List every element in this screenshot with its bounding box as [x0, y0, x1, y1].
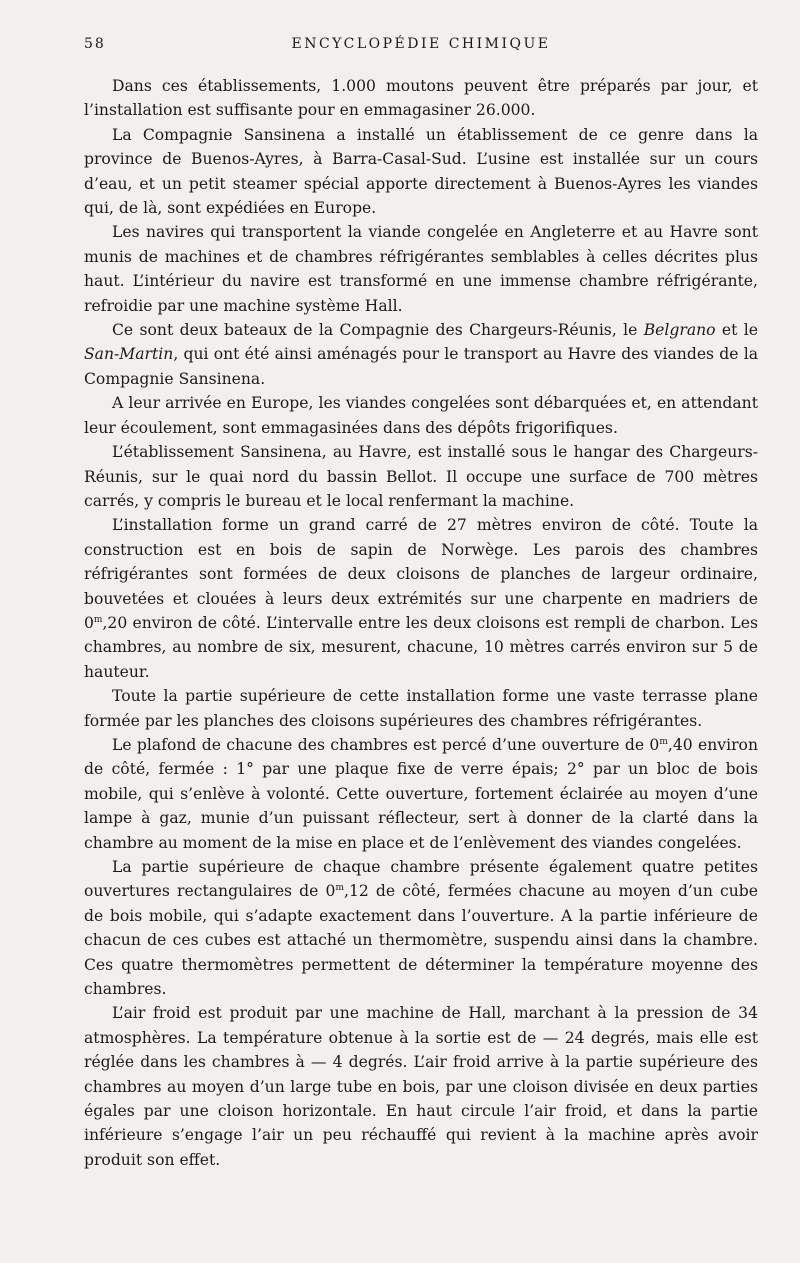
- paragraph-8: Toute la partie supérieure de cette installation forme une vaste terrasse plane formée par les planches des cloisons supérieures des chambres réfrigérantes.: [84, 687, 758, 730]
- ship-name-san-martin: San-Martin: [84, 345, 174, 364]
- ship-name-belgrano: Belgrano: [643, 321, 716, 340]
- paragraph-9-text-b: ,40 environ de côté, fermée : 1° par une plaque fixe de verre épais; 2° par un bloc de bois mobile, qui s’enlève à volonté. Cette ouverture, fortement éclairée au moyen d’une lampe à gaz, munie d’un puissant réflecteur, sert à donner de la clarté dans la chambre au moment de la mise en place et de l’enlèvement des viandes congelées.: [84, 735, 758, 852]
- unit-superscript: m: [93, 614, 103, 625]
- paragraph-1: Dans ces établissements, 1.000 moutons peuvent être préparés par jour, et l’installation est suffisante pour en emmagasiner 26.000.: [84, 77, 758, 120]
- paragraph-4-text-c: , qui ont été ainsi aménagés pour le transport au Havre des viandes de la Compagnie Sansinena.: [84, 345, 758, 388]
- paragraph-6: L’établissement Sansinena, au Havre, est installé sous le hangar des Chargeurs-Réunis, sur le quai nord du bassin Bellot. Il occupe une surface de 700 mètres carrés, y compris le bureau et le local renfermant la machine.: [84, 443, 758, 510]
- paragraph-9-text-a: Le plafond de chacune des chambres est percé d’une ouverture de 0: [112, 735, 660, 754]
- paragraph-7-text-b: ,20 environ de côté. L’intervalle entre les deux cloisons est rempli de charbon. Les chambres, au nombre de six, mesurent, chacune, 10 mètres carrés environ sur 5 de hauteur.: [84, 613, 758, 681]
- paragraph-9: [84, 733, 758, 855]
- paragraph-10-text-b: ,12 de côté, fermées chacune au moyen d’un cube de bois mobile, qui s’adapte exactement dans l’ouverture. A la partie inférieure de chacun de ces cubes est attaché un thermomètre, suspendu ainsi dans la chambre. Ces quatre thermomètres permettent de déterminer la température moyenne des chambres.: [84, 882, 758, 999]
- running-head: [84, 36, 758, 60]
- paragraph-3: Les navires qui transportent la viande congelée en Angleterre et au Havre sont munis de machines et de chambres réfrigérantes semblables à celles décrites plus haut. L’intérieur du navire est transformé en une immense chambre réfrigérante, refroidie par une machine système Hall.: [84, 223, 758, 315]
- page-number: 58: [84, 36, 106, 52]
- paragraph-4-text-b: et le: [715, 321, 759, 340]
- running-title: ENCYCLOPÉDIE CHIMIQUE: [291, 36, 551, 52]
- paragraph-11: L’air froid est produit par une machine de Hall, marchant à la pression de 34 atmosphères. La température obtenue à la sortie est de — 24 degrés, mais elle est réglée dans les chambres à — 4 degrés. L’air froid arrive à la partie supérieure des chambres au moyen d’un large tube en bois, par une cloison divisée en deux parties égales par une cloison horizontale. En haut circule l’air froid, et dans la partie inférieure s’engage l’air un peu réchauffé qui revient à la machine après avoir produit son effet.: [84, 1004, 758, 1169]
- paragraph-4-text-a: Ce sont deux bateaux de la Compagnie des Chargeurs-Réunis, le: [112, 321, 644, 340]
- unit-superscript: m: [659, 736, 668, 747]
- paragraph-10: [84, 855, 758, 1001]
- paragraph-10-text-a: La partie supérieure de chaque chambre présente également quatre petites ouvertures rectangulaires de 0: [84, 858, 758, 901]
- paragraph-7-text-a: L’installation forme un grand carré de 27 mètres environ de côté. Toute la construction est en bois de sapin de Norwège. Les parois des chambres réfrigérantes sont formées de deux cloisons de planches de largeur ordinaire, bouvetées et clouées à leurs deux extrémités sur une charpente en madriers de 0: [84, 516, 758, 632]
- paragraph-2: La Compagnie Sansinena a installé un établissement de ce genre dans la province de Buenos-Ayres, à Barra-Casal-Sud. L’usine est installée sur un cours d’eau, et un petit steamer spécial apporte directement à Buenos-Ayres les viandes qui, de là, sont expédiées en Europe.: [84, 125, 758, 218]
- paragraph-5: A leur arrivée en Europe, les viandes congelées sont débarquées et, en attendant leur écoulement, sont emmagasinées dans des dépôts frigorifiques.: [84, 394, 758, 437]
- unit-superscript: m: [335, 883, 344, 894]
- body-text: [84, 74, 758, 1172]
- paragraph-4: [84, 318, 758, 391]
- paragraph-7: [84, 513, 758, 684]
